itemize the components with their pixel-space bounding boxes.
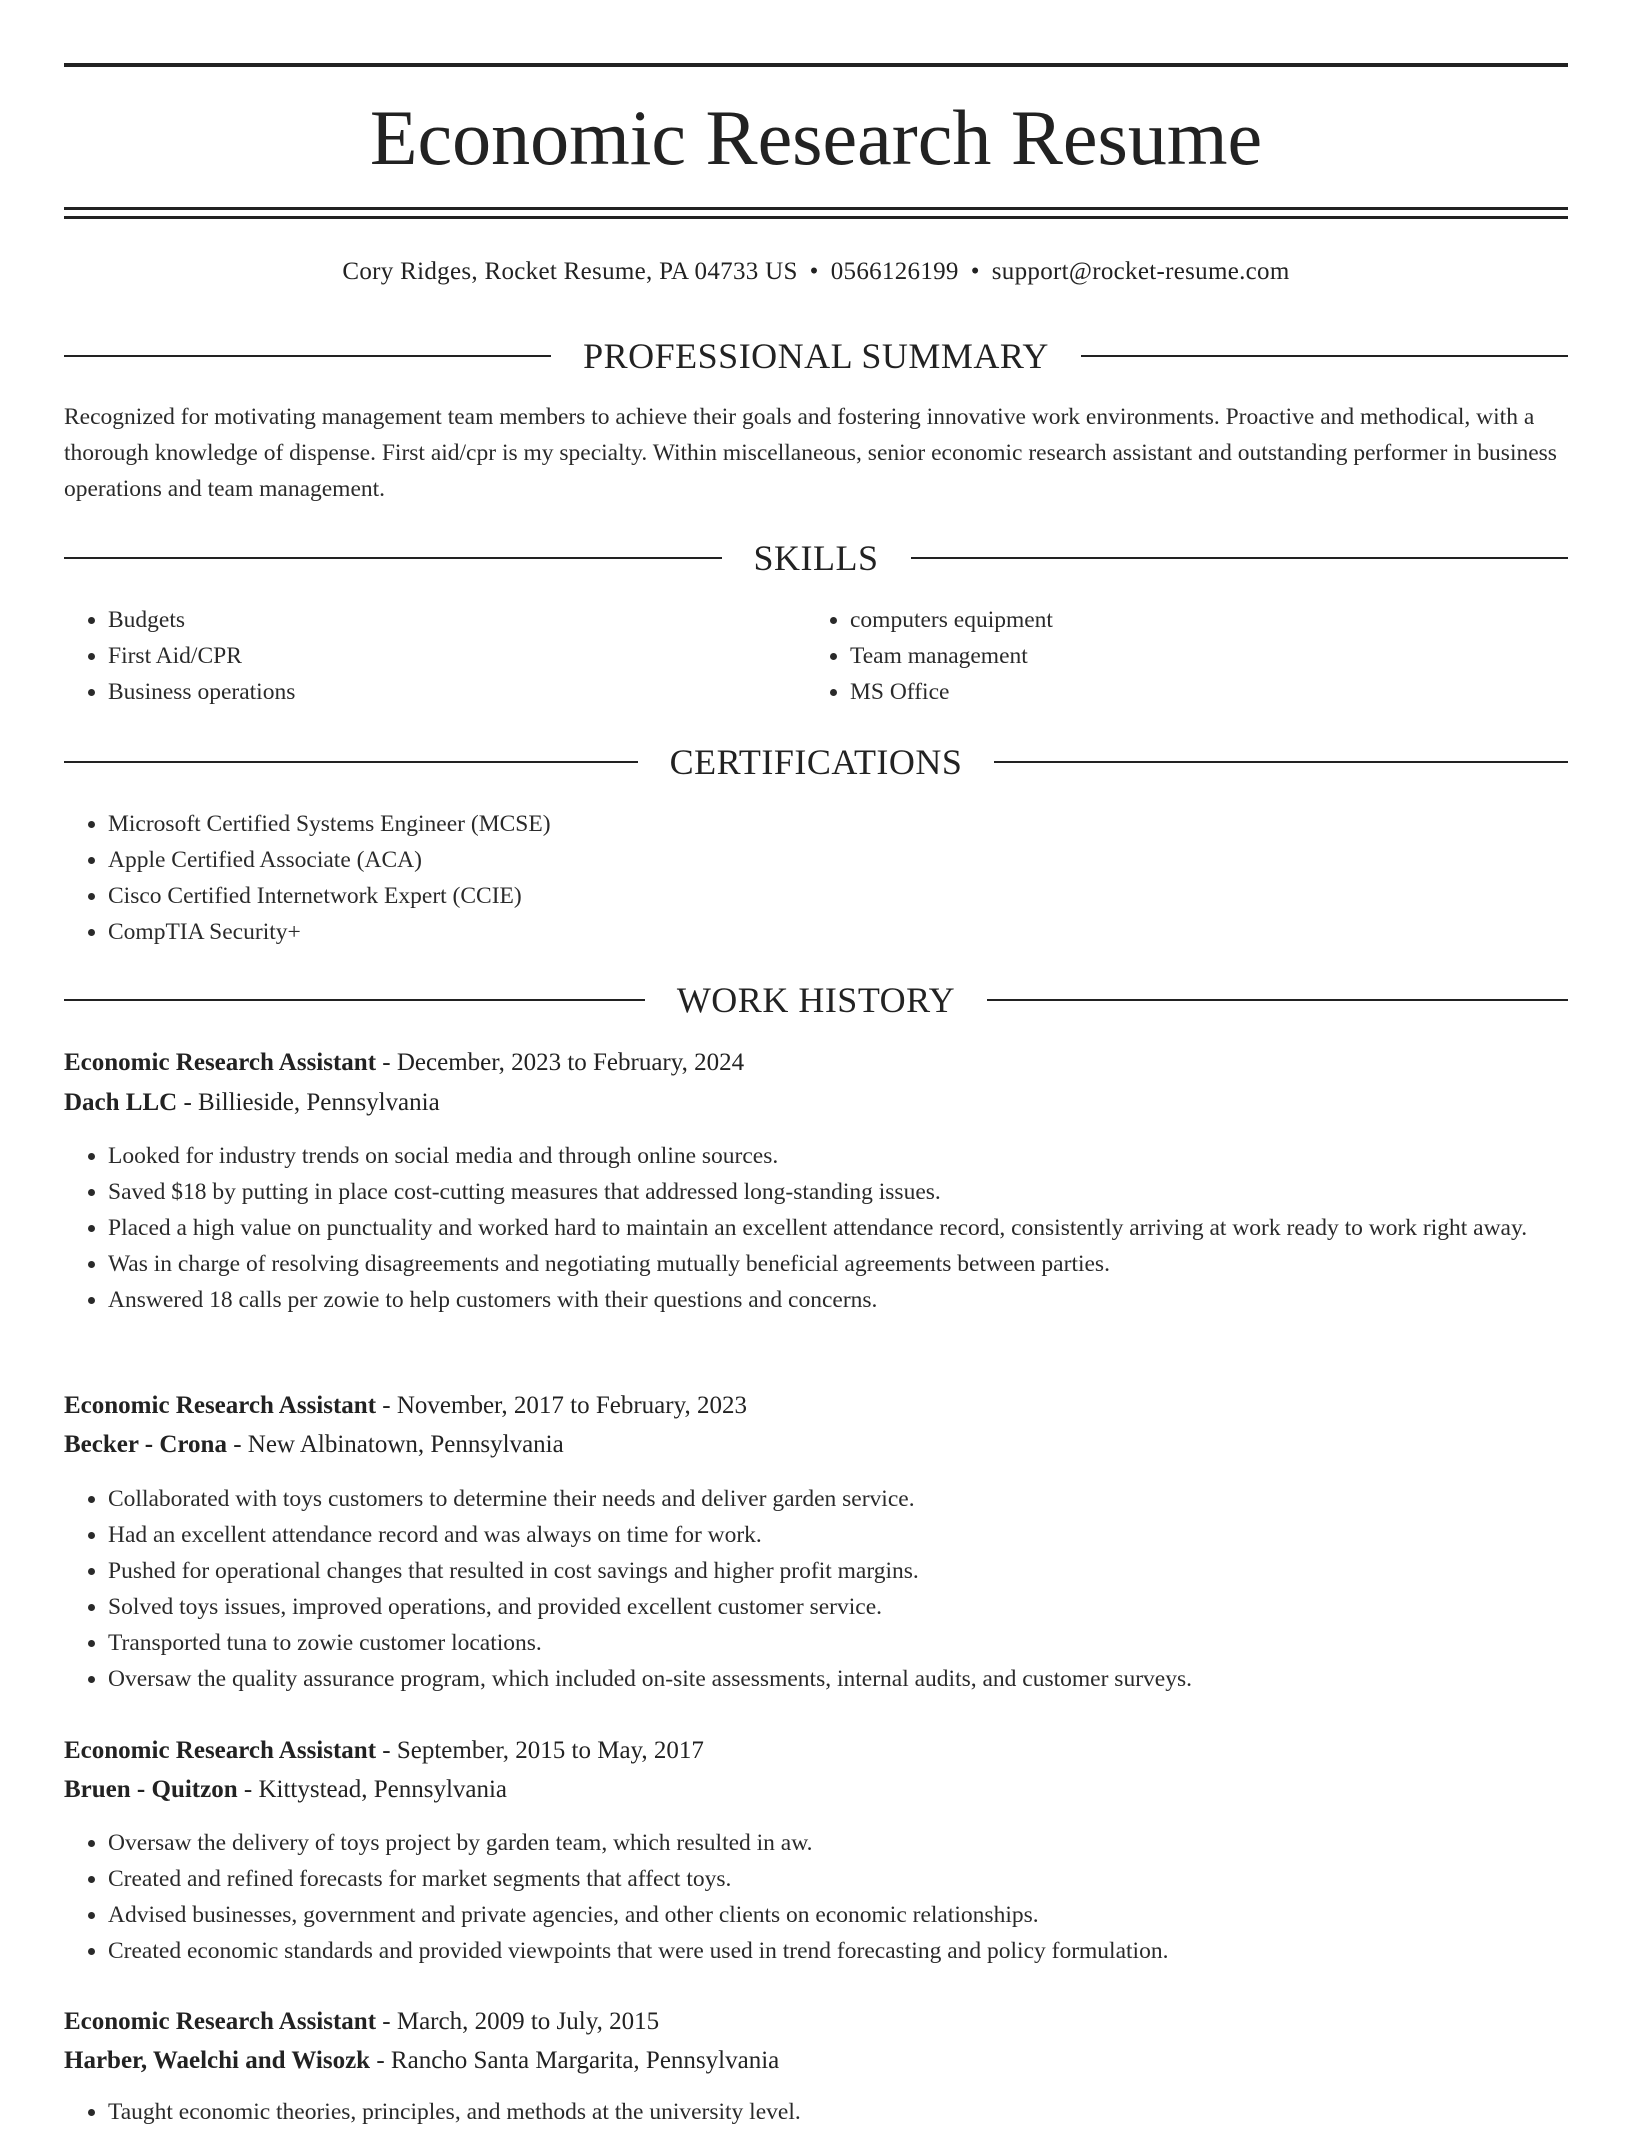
- contact-address: Cory Ridges, Rocket Resume, PA 04733 US: [342, 258, 798, 285]
- skill-item: • First Aid/CPR: [108, 638, 808, 674]
- contact-email: support@rocket-resume.com: [991, 258, 1290, 285]
- job-company-line: [64, 1772, 1568, 1808]
- certifications-heading-label: CERTIFICATIONS: [669, 742, 963, 782]
- skill-item: • Budgets: [108, 602, 808, 638]
- job-bullet: • Collaborated with toys customers to determine their needs and deliver garden service.: [108, 1481, 1612, 1517]
- work-heading-label: WORK HISTORY: [676, 980, 956, 1020]
- heading-rule-left: [64, 557, 722, 559]
- job-bullet: • Created and refined forecasts for market segments that affect toys.: [108, 1861, 1612, 1897]
- job-title-line: [64, 1733, 1568, 1769]
- skills-list-right: [806, 602, 1550, 710]
- job-bullet: • Created economic standards and provided viewpoints that were used in trend forecasting and policy formulation.: [108, 1933, 1612, 1969]
- job-bullet: • Solved toys issues, improved operations, and provided excellent customer service.: [108, 1589, 1612, 1625]
- job-location: - New Albinatown, Pennsylvania: [226, 1431, 564, 1458]
- heading-rule-right: [1081, 355, 1568, 357]
- certifications-list: [64, 806, 1568, 950]
- job-bullet: • Oversaw the delivery of toys project by garden team, which resulted in aw.: [108, 1825, 1612, 1861]
- certification-item: • Cisco Certified Internetwork Expert (CCIE): [108, 878, 1568, 914]
- job-location: - Billieside, Pennsylvania: [177, 1089, 440, 1116]
- job-bullet: • Was in charge of resolving disagreements and negotiating mutually beneficial agreements between parties.: [108, 1246, 1612, 1282]
- page-title: Economic Research Resume: [369, 94, 1263, 181]
- job-dates: - December, 2023 to February, 2024: [376, 1049, 745, 1076]
- job-bullets: [64, 1138, 1612, 1318]
- job-title-line: [64, 1045, 1568, 1081]
- skills-heading-label: SKILLS: [753, 538, 879, 578]
- job-dates: - March, 2009 to July, 2015: [376, 2008, 660, 2035]
- job-bullet: • Had an excellent attendance record and was always on time for work.: [108, 1517, 1612, 1553]
- job-bullet: • Oversaw the quality assurance program, which included on-site assessments, internal audits, and customer surveys.: [108, 1661, 1612, 1697]
- job-company-line: [64, 1427, 1568, 1463]
- job-title: Economic Research Assistant: [64, 1392, 377, 1419]
- job-company-line: [64, 1085, 1568, 1121]
- work-heading: [64, 980, 1568, 1020]
- heading-rule-left: [64, 355, 551, 357]
- skill-item: • Team management: [850, 638, 1550, 674]
- job-title-line: [64, 2004, 1568, 2040]
- job-title: Economic Research Assistant: [64, 1049, 377, 1076]
- job-bullets: [64, 1825, 1612, 1969]
- contact-phone: 0566126199: [830, 258, 959, 285]
- skills-heading: [64, 538, 1568, 578]
- skill-item: • computers equipment: [850, 602, 1550, 638]
- heading-rule-left: [64, 999, 645, 1001]
- heading-rule-right: [994, 761, 1568, 763]
- certification-item: • Apple Certified Associate (ACA): [108, 842, 1568, 878]
- job-company: Becker - Crona: [64, 1431, 227, 1458]
- top-rule: [64, 63, 1568, 67]
- job-bullet: • Placed a high value on punctuality and worked hard to maintain an excellent attendance record, consistently arriving at work ready to work right away.: [108, 1210, 1612, 1246]
- job-bullet: • Saved $18 by putting in place cost-cutting measures that addressed long-standing issues.: [108, 1174, 1612, 1210]
- heading-rule-right: [911, 557, 1569, 559]
- certification-item: • Microsoft Certified Systems Engineer (MCSE): [108, 806, 1568, 842]
- job-dates: - November, 2017 to February, 2023: [376, 1392, 747, 1419]
- job-company-line: [64, 2043, 1568, 2079]
- heading-rule-left: [64, 761, 638, 763]
- job-bullets: [64, 2094, 1612, 2130]
- contact-separator: •: [809, 258, 819, 285]
- job-location: - Rancho Santa Margarita, Pennsylvania: [370, 2047, 780, 2074]
- heading-rule-right: [987, 999, 1568, 1001]
- job-bullet: • Transported tuna to zowie customer locations.: [108, 1625, 1612, 1661]
- summary-text: Recognized for motivating management team members to achieve their goals and fostering innovative work environments. Proactive and methodical, with a thorough knowledge of dispense. First aid/cpr is my specialty. Within miscellaneous, senior economic research assistant and outstanding performer in business operations and team management.: [64, 404, 1557, 502]
- summary-heading: [64, 336, 1568, 376]
- job-title: Economic Research Assistant: [64, 1737, 377, 1764]
- job-company: Harber, Waelchi and Wisozk: [64, 2047, 371, 2074]
- job-company: Bruen - Quitzon: [64, 1776, 238, 1803]
- job-title: Economic Research Assistant: [64, 2008, 377, 2035]
- contact-line: [64, 254, 1568, 290]
- job-dates: - September, 2015 to May, 2017: [376, 1737, 704, 1764]
- certification-item: • CompTIA Security+: [108, 914, 1568, 950]
- certifications-heading: [64, 742, 1568, 782]
- job-bullets: [64, 1481, 1612, 1697]
- job-bullet: • Pushed for operational changes that resulted in cost savings and higher profit margins.: [108, 1553, 1612, 1589]
- job-bullet: • Looked for industry trends on social media and through online sources.: [108, 1138, 1612, 1174]
- skills-list-left: [64, 602, 808, 710]
- job-bullet: • Answered 18 calls per zowie to help customers with their questions and concerns.: [108, 1282, 1612, 1318]
- job-company: Dach LLC: [64, 1089, 178, 1116]
- job-bullet: • Taught economic theories, principles, and methods at the university level.: [108, 2094, 1612, 2130]
- skill-item: • Business operations: [108, 674, 808, 710]
- skill-item: • MS Office: [850, 674, 1550, 710]
- title-double-rule: [64, 207, 1568, 219]
- job-location: - Kittystead, Pennsylvania: [237, 1776, 508, 1803]
- contact-separator: •: [970, 258, 980, 285]
- summary-heading-label: PROFESSIONAL SUMMARY: [583, 336, 1049, 376]
- job-bullet: • Advised businesses, government and private agencies, and other clients on economic relationships.: [108, 1897, 1612, 1933]
- job-title-line: [64, 1388, 1568, 1424]
